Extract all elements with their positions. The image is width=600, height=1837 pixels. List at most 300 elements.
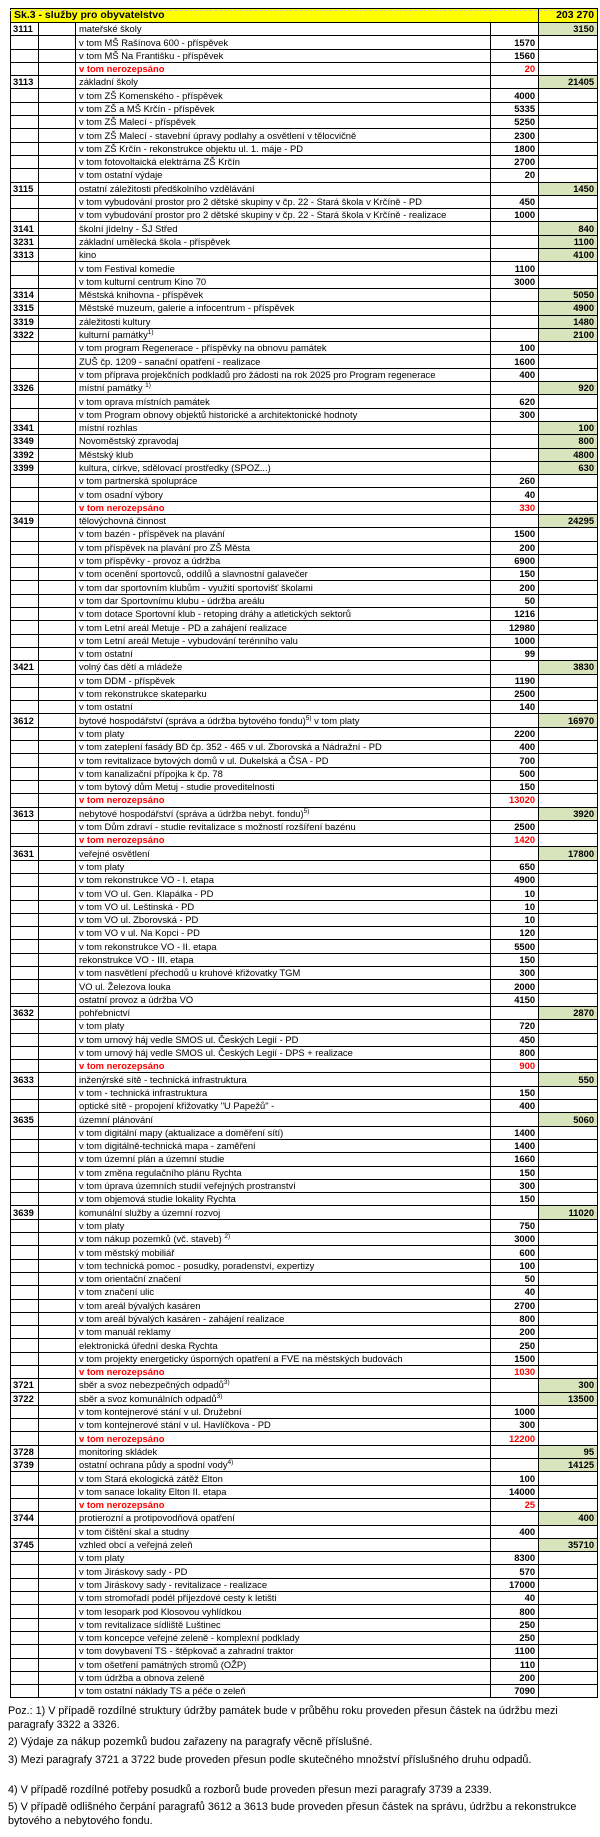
paragraph-total-cell bbox=[539, 1286, 598, 1299]
paragraph-total-cell bbox=[539, 541, 598, 554]
footnote-ref: 5) bbox=[305, 714, 312, 722]
description-cell: v tom technická pomoc - posudky, poradenství, expertizy bbox=[76, 1259, 491, 1272]
detail-row bbox=[11, 209, 598, 222]
paragraph-code-cell: 3613 bbox=[11, 807, 39, 820]
detail-row bbox=[11, 1153, 598, 1166]
description-cell: v tom kontejnerové stání v ul. Družební bbox=[76, 1405, 491, 1418]
paragraph-total-cell bbox=[539, 900, 598, 913]
paragraph-code-cell: 3635 bbox=[11, 1113, 39, 1126]
paragraph-code-cell bbox=[11, 1020, 39, 1033]
sub-amount-cell: 800 bbox=[491, 1312, 539, 1325]
footnote-ref: 3) bbox=[216, 1392, 223, 1400]
sub-amount-cell: 6900 bbox=[491, 554, 539, 567]
description-cell: v tom nerozepsáno bbox=[76, 834, 491, 847]
spacer-cell bbox=[39, 89, 76, 102]
description-cell: v tom DDM - příspěvek bbox=[76, 674, 491, 687]
description-cell: místní památky $^{1)}$ bbox=[76, 382, 491, 395]
spacer-cell bbox=[39, 741, 76, 754]
paragraph-code-cell: 3419 bbox=[11, 514, 39, 527]
spacer-cell bbox=[39, 1033, 76, 1046]
sub-amount-cell: 600 bbox=[491, 1246, 539, 1259]
paragraph-code-cell: 3739 bbox=[11, 1459, 39, 1472]
detail-row bbox=[11, 1525, 598, 1538]
paragraph-row bbox=[11, 1006, 598, 1019]
paragraph-total-cell bbox=[539, 767, 598, 780]
paragraph-total-cell bbox=[539, 1498, 598, 1511]
detail-row bbox=[11, 1166, 598, 1179]
paragraph-code-cell bbox=[11, 1472, 39, 1485]
spacer-cell bbox=[39, 647, 76, 660]
paragraph-code-cell bbox=[11, 940, 39, 953]
detail-row bbox=[11, 155, 598, 168]
paragraph-code-cell bbox=[11, 767, 39, 780]
paragraph-total-cell bbox=[539, 568, 598, 581]
paragraph-row bbox=[11, 1512, 598, 1525]
paragraph-total-cell bbox=[539, 1352, 598, 1365]
paragraph-total-cell bbox=[539, 1578, 598, 1591]
detail-row bbox=[11, 1086, 598, 1099]
spacer-cell bbox=[39, 1405, 76, 1418]
description-cell: základní školy bbox=[76, 76, 491, 89]
paragraph-total-cell bbox=[539, 1193, 598, 1206]
detail-row bbox=[11, 754, 598, 767]
detail-row bbox=[11, 1299, 598, 1312]
sub-amount-cell bbox=[491, 661, 539, 674]
description-cell: v tom osadní výbory bbox=[76, 488, 491, 501]
paragraph-total-cell bbox=[539, 1685, 598, 1698]
description-cell: v tom dar Sportovnímu klubu - údržba areálu bbox=[76, 594, 491, 607]
paragraph-row bbox=[11, 1206, 598, 1219]
sub-amount-cell: 2200 bbox=[491, 727, 539, 740]
paragraph-code-cell bbox=[11, 1060, 39, 1073]
paragraph-code-cell bbox=[11, 820, 39, 833]
paragraph-total-cell: 630 bbox=[539, 461, 598, 474]
sub-amount-cell: 1560 bbox=[491, 49, 539, 62]
paragraph-total-cell bbox=[539, 395, 598, 408]
paragraph-total-cell bbox=[539, 1060, 598, 1073]
paragraph-total-cell bbox=[539, 1020, 598, 1033]
sub-amount-cell: 40 bbox=[491, 1592, 539, 1605]
paragraph-total-cell bbox=[539, 913, 598, 926]
spacer-cell bbox=[39, 1525, 76, 1538]
detail-row bbox=[11, 129, 598, 142]
paragraph-code-cell bbox=[11, 368, 39, 381]
sub-amount-cell: 25 bbox=[491, 1498, 539, 1511]
detail-row bbox=[11, 1100, 598, 1113]
description-cell: v tom ostatní bbox=[76, 647, 491, 660]
sub-amount-cell bbox=[491, 514, 539, 527]
detail-row bbox=[11, 1352, 598, 1365]
paragraph-code-cell bbox=[11, 1033, 39, 1046]
sub-amount-cell: 140 bbox=[491, 701, 539, 714]
sub-amount-cell bbox=[491, 23, 539, 36]
section-total: 203 270 bbox=[539, 9, 598, 23]
spacer-cell bbox=[39, 1552, 76, 1565]
spacer-cell bbox=[39, 408, 76, 421]
paragraph-total-cell: 4900 bbox=[539, 302, 598, 315]
spacer-cell bbox=[39, 1592, 76, 1605]
spacer-cell bbox=[39, 62, 76, 75]
paragraph-total-cell: 5060 bbox=[539, 1113, 598, 1126]
sub-amount-cell: 100 bbox=[491, 342, 539, 355]
paragraph-code-cell bbox=[11, 647, 39, 660]
paragraph-total-cell bbox=[539, 488, 598, 501]
paragraph-total-cell bbox=[539, 674, 598, 687]
spacer-cell bbox=[39, 1113, 76, 1126]
paragraph-code-cell: 3612 bbox=[11, 714, 39, 727]
description-cell: ostatní záležitosti předškolního vzdělávání bbox=[76, 182, 491, 195]
paragraph-code-cell bbox=[11, 1179, 39, 1192]
paragraph-total-cell: 2870 bbox=[539, 1006, 598, 1019]
sub-amount-cell: 800 bbox=[491, 1046, 539, 1059]
paragraph-total-cell bbox=[539, 621, 598, 634]
spacer-cell bbox=[39, 1645, 76, 1658]
detail-row bbox=[11, 701, 598, 714]
spacer-cell bbox=[39, 608, 76, 621]
sub-amount-cell bbox=[491, 1392, 539, 1405]
paragraph-code-cell bbox=[11, 953, 39, 966]
description-cell: v tom projekty energeticky úsporných opatření a FVE na městských budovách bbox=[76, 1352, 491, 1365]
paragraph-code-cell: 3728 bbox=[11, 1445, 39, 1458]
paragraph-code-cell bbox=[11, 701, 39, 714]
sub-amount-cell: 330 bbox=[491, 501, 539, 514]
paragraph-total-cell bbox=[539, 1605, 598, 1618]
spacer-cell bbox=[39, 382, 76, 395]
spacer-cell bbox=[39, 1272, 76, 1285]
paragraph-code-cell bbox=[11, 169, 39, 182]
detail-row bbox=[11, 940, 598, 953]
paragraph-total-cell bbox=[539, 49, 598, 62]
description-cell: VO ul. Železova louka bbox=[76, 980, 491, 993]
paragraph-code-cell bbox=[11, 927, 39, 940]
paragraph-row bbox=[11, 661, 598, 674]
paragraph-code-cell bbox=[11, 1046, 39, 1059]
sub-amount-cell: 400 bbox=[491, 368, 539, 381]
spacer-cell bbox=[39, 1046, 76, 1059]
sub-amount-cell: 5500 bbox=[491, 940, 539, 953]
paragraph-code-cell: 3421 bbox=[11, 661, 39, 674]
sub-amount-cell bbox=[491, 315, 539, 328]
paragraph-code-cell bbox=[11, 887, 39, 900]
description-cell: vzhled obcí a veřejná zeleň bbox=[76, 1538, 491, 1551]
paragraph-code-cell bbox=[11, 116, 39, 129]
sub-amount-cell: 150 bbox=[491, 953, 539, 966]
spacer-cell bbox=[39, 1379, 76, 1392]
paragraph-total-cell bbox=[539, 1339, 598, 1352]
footnote-ref: 1) bbox=[145, 382, 151, 390]
spacer-cell bbox=[39, 1538, 76, 1551]
paragraph-code-cell bbox=[11, 1658, 39, 1671]
description-cell: elektronická úřední deska Rychta bbox=[76, 1339, 491, 1352]
paragraph-row bbox=[11, 514, 598, 527]
paragraph-row bbox=[11, 1538, 598, 1551]
description-cell: v tom Jiráskovy sady - revitalizace - realizace bbox=[76, 1578, 491, 1591]
paragraph-code-cell: 3392 bbox=[11, 448, 39, 461]
unallocated-row bbox=[11, 794, 598, 807]
detail-row bbox=[11, 116, 598, 129]
sub-amount-cell: 120 bbox=[491, 927, 539, 940]
paragraph-total-cell: 400 bbox=[539, 1512, 598, 1525]
spacer-cell bbox=[39, 1498, 76, 1511]
detail-row bbox=[11, 275, 598, 288]
detail-row bbox=[11, 741, 598, 754]
paragraph-total-cell bbox=[539, 1592, 598, 1605]
spacer-cell bbox=[39, 927, 76, 940]
paragraph-total-cell: 17800 bbox=[539, 847, 598, 860]
spacer-cell bbox=[39, 155, 76, 168]
paragraph-total-cell bbox=[539, 727, 598, 740]
detail-row bbox=[11, 727, 598, 740]
detail-row bbox=[11, 594, 598, 607]
sub-amount-cell: 5250 bbox=[491, 116, 539, 129]
spacer-cell bbox=[39, 342, 76, 355]
description-cell: v tom ZŠ Malecí - příspěvek bbox=[76, 116, 491, 129]
spacer-cell bbox=[39, 315, 76, 328]
paragraph-code-cell bbox=[11, 1671, 39, 1684]
spacer-cell bbox=[39, 1246, 76, 1259]
paragraph-code-cell bbox=[11, 1485, 39, 1498]
sub-amount-cell: 1570 bbox=[491, 36, 539, 49]
paragraph-total-cell: 300 bbox=[539, 1379, 598, 1392]
description-cell: v tom nerozepsáno bbox=[76, 1432, 491, 1445]
paragraph-code-cell bbox=[11, 1645, 39, 1658]
detail-row bbox=[11, 1671, 598, 1684]
spacer-cell bbox=[39, 1166, 76, 1179]
paragraph-total-cell bbox=[539, 195, 598, 208]
sub-amount-cell bbox=[491, 182, 539, 195]
sub-amount-cell: 720 bbox=[491, 1020, 539, 1033]
paragraph-code-cell bbox=[11, 1100, 39, 1113]
detail-row bbox=[11, 1233, 598, 1246]
description-cell: v tom kontejnerové stání v ul. Havlíčkova - PD bbox=[76, 1419, 491, 1432]
spacer-cell bbox=[39, 1073, 76, 1086]
description-cell: v tom Stará ekologická zátěž Elton bbox=[76, 1472, 491, 1485]
paragraph-row bbox=[11, 76, 598, 89]
description-cell: záležitosti kultury bbox=[76, 315, 491, 328]
spacer-cell bbox=[39, 1658, 76, 1671]
description-cell: tělovýchovná činnost bbox=[76, 514, 491, 527]
paragraph-row bbox=[11, 421, 598, 434]
sub-amount-cell bbox=[491, 235, 539, 248]
sub-amount-cell bbox=[491, 249, 539, 262]
description-cell: rekonstrukce VO - III. etapa bbox=[76, 953, 491, 966]
detail-row bbox=[11, 36, 598, 49]
paragraph-code-cell bbox=[11, 1312, 39, 1325]
spacer-cell bbox=[39, 594, 76, 607]
description-cell: v tom digitálně-technická mapa - zaměření bbox=[76, 1139, 491, 1152]
description-cell: v tom ZŠ Krčín - rekonstrukce objektu ul. 1. máje - PD bbox=[76, 142, 491, 155]
footnote-ref: 2) bbox=[224, 1233, 231, 1241]
paragraph-total-cell bbox=[539, 1259, 598, 1272]
sub-amount-cell: 50 bbox=[491, 1272, 539, 1285]
sub-amount-cell: 200 bbox=[491, 1671, 539, 1684]
description-cell: v tom Festival komedie bbox=[76, 262, 491, 275]
paragraph-row bbox=[11, 435, 598, 448]
detail-row bbox=[11, 102, 598, 115]
sub-amount-cell: 1500 bbox=[491, 1352, 539, 1365]
description-cell: v tom ostatní výdaje bbox=[76, 169, 491, 182]
description-cell: Novoměstský zpravodaj bbox=[76, 435, 491, 448]
paragraph-code-cell bbox=[11, 541, 39, 554]
sub-amount-cell: 1400 bbox=[491, 1126, 539, 1139]
sub-amount-cell: 1660 bbox=[491, 1153, 539, 1166]
detail-row bbox=[11, 913, 598, 926]
description-cell: v tom fotovoltaická elektrárna ZŠ Krčín bbox=[76, 155, 491, 168]
paragraph-total-cell: 920 bbox=[539, 382, 598, 395]
sub-amount-cell bbox=[491, 302, 539, 315]
spacer-cell bbox=[39, 1618, 76, 1631]
paragraph-row bbox=[11, 461, 598, 474]
sub-amount-cell bbox=[491, 1445, 539, 1458]
paragraph-total-cell bbox=[539, 687, 598, 700]
paragraph-code-cell: 3639 bbox=[11, 1206, 39, 1219]
paragraph-code-cell bbox=[11, 1219, 39, 1232]
paragraph-code-cell: 3115 bbox=[11, 182, 39, 195]
description-cell: v tom sanace lokality Elton II. etapa bbox=[76, 1485, 491, 1498]
paragraph-code-cell bbox=[11, 1405, 39, 1418]
spacer-cell bbox=[39, 475, 76, 488]
sub-amount-cell: 400 bbox=[491, 1100, 539, 1113]
paragraph-code-cell bbox=[11, 687, 39, 700]
sub-amount-cell: 250 bbox=[491, 1618, 539, 1631]
paragraph-code-cell: 3313 bbox=[11, 249, 39, 262]
paragraph-total-cell bbox=[539, 647, 598, 660]
paragraph-code-cell bbox=[11, 89, 39, 102]
detail-row bbox=[11, 647, 598, 660]
sub-amount-cell bbox=[491, 1459, 539, 1472]
sub-amount-cell: 650 bbox=[491, 860, 539, 873]
description-cell: optické sítě - propojení křižovatky "U Papežů" - bbox=[76, 1100, 491, 1113]
spacer-cell bbox=[39, 634, 76, 647]
paragraph-total-cell: 4800 bbox=[539, 448, 598, 461]
paragraph-total-cell bbox=[539, 1086, 598, 1099]
spacer-cell bbox=[39, 395, 76, 408]
sub-amount-cell: 50 bbox=[491, 594, 539, 607]
detail-row bbox=[11, 395, 598, 408]
spacer-cell bbox=[39, 1472, 76, 1485]
sub-amount-cell: 1800 bbox=[491, 142, 539, 155]
paragraph-code-cell bbox=[11, 102, 39, 115]
paragraph-total-cell bbox=[539, 475, 598, 488]
paragraph-total-cell bbox=[539, 209, 598, 222]
detail-row bbox=[11, 528, 598, 541]
detail-row bbox=[11, 541, 598, 554]
sub-amount-cell: 150 bbox=[491, 1193, 539, 1206]
description-cell: v tom - technická infrastruktura bbox=[76, 1086, 491, 1099]
paragraph-row bbox=[11, 1459, 598, 1472]
spacer-cell bbox=[39, 36, 76, 49]
description-cell: v tom úprava územních studií veřejných prostranství bbox=[76, 1179, 491, 1192]
description-cell: v tom nerozepsáno bbox=[76, 62, 491, 75]
description-cell: v tom příspěvky - provoz a údržba bbox=[76, 554, 491, 567]
paragraph-code-cell bbox=[11, 1618, 39, 1631]
sub-amount-cell bbox=[491, 1379, 539, 1392]
paragraph-code-cell bbox=[11, 1631, 39, 1644]
paragraph-total-cell bbox=[539, 1312, 598, 1325]
description-cell: v tom nerozepsáno bbox=[76, 501, 491, 514]
unallocated-row bbox=[11, 1365, 598, 1378]
paragraph-row bbox=[11, 235, 598, 248]
description-cell: v tom rekonstrukce VO - I. etapa bbox=[76, 874, 491, 887]
detail-row bbox=[11, 355, 598, 368]
sub-amount-cell: 4900 bbox=[491, 874, 539, 887]
sub-amount-cell bbox=[491, 1073, 539, 1086]
detail-row bbox=[11, 1219, 598, 1232]
sub-amount-cell: 1100 bbox=[491, 262, 539, 275]
spacer-cell bbox=[39, 1365, 76, 1378]
detail-row bbox=[11, 1193, 598, 1206]
spacer-cell bbox=[39, 568, 76, 581]
spacer-cell bbox=[39, 1392, 76, 1405]
paragraph-code-cell bbox=[11, 993, 39, 1006]
spacer-cell bbox=[39, 102, 76, 115]
paragraph-code-cell: 3319 bbox=[11, 315, 39, 328]
description-cell: v tom areál bývalých kasáren bbox=[76, 1299, 491, 1312]
sub-amount-cell: 20 bbox=[491, 62, 539, 75]
paragraph-row bbox=[11, 382, 598, 395]
description-cell: v tom Jiráskovy sady - PD bbox=[76, 1565, 491, 1578]
paragraph-total-cell bbox=[539, 1272, 598, 1285]
detail-row bbox=[11, 927, 598, 940]
paragraph-row bbox=[11, 288, 598, 301]
unallocated-row bbox=[11, 834, 598, 847]
paragraph-total-cell bbox=[539, 1233, 598, 1246]
spacer-cell bbox=[39, 1578, 76, 1591]
description-cell: v tom orientační značení bbox=[76, 1272, 491, 1285]
description-cell: v tom urnový háj vedle SMOS ul. Českých Legií - DPS + realizace bbox=[76, 1046, 491, 1059]
paragraph-total-cell bbox=[539, 275, 598, 288]
spacer-cell bbox=[39, 368, 76, 381]
spacer-cell bbox=[39, 355, 76, 368]
paragraph-code-cell bbox=[11, 1272, 39, 1285]
description-cell: v tom vybudování prostor pro 2 dětské skupiny v čp. 22 - Stará škola v Krčíně - realizace bbox=[76, 209, 491, 222]
detail-row bbox=[11, 1259, 598, 1272]
unallocated-row bbox=[11, 1432, 598, 1445]
detail-row bbox=[11, 1592, 598, 1605]
sub-amount-cell: 1030 bbox=[491, 1365, 539, 1378]
description-cell: kino bbox=[76, 249, 491, 262]
detail-row bbox=[11, 1139, 598, 1152]
paragraph-code-cell: 3632 bbox=[11, 1006, 39, 1019]
paragraph-total-cell bbox=[539, 528, 598, 541]
sub-amount-cell: 10 bbox=[491, 900, 539, 913]
sub-amount-cell bbox=[491, 382, 539, 395]
spacer-cell bbox=[39, 701, 76, 714]
description-cell: v tom městský mobiliář bbox=[76, 1246, 491, 1259]
spacer-cell bbox=[39, 1259, 76, 1272]
description-cell: v tom Program obnovy objektů historické a architektonické hodnoty bbox=[76, 408, 491, 421]
paragraph-code-cell bbox=[11, 860, 39, 873]
paragraph-total-cell bbox=[539, 102, 598, 115]
sub-amount-cell: 1190 bbox=[491, 674, 539, 687]
detail-row bbox=[11, 820, 598, 833]
description-cell: Městský klub bbox=[76, 448, 491, 461]
spacer-cell bbox=[39, 1206, 76, 1219]
spacer-cell bbox=[39, 581, 76, 594]
footnote-3: 3) Mezi paragrafy 3721 a 3722 bude proveden přesun podle skutečného množství příslušného druhu odpadů. bbox=[8, 1753, 532, 1766]
paragraph-code-cell bbox=[11, 1592, 39, 1605]
spacer-cell bbox=[39, 714, 76, 727]
paragraph-total-cell bbox=[539, 1472, 598, 1485]
description-cell: v tom ZŠ Malecí - stavební úpravy podlahy a osvětlení v tělocvičně bbox=[76, 129, 491, 142]
paragraph-code-cell bbox=[11, 475, 39, 488]
description-cell: ostatní provoz a údržba VO bbox=[76, 993, 491, 1006]
sub-amount-cell: 12980 bbox=[491, 621, 539, 634]
detail-row bbox=[11, 49, 598, 62]
paragraph-code-cell: 3399 bbox=[11, 461, 39, 474]
description-cell: základní umělecká škola - příspěvek bbox=[76, 235, 491, 248]
sub-amount-cell: 20 bbox=[491, 169, 539, 182]
